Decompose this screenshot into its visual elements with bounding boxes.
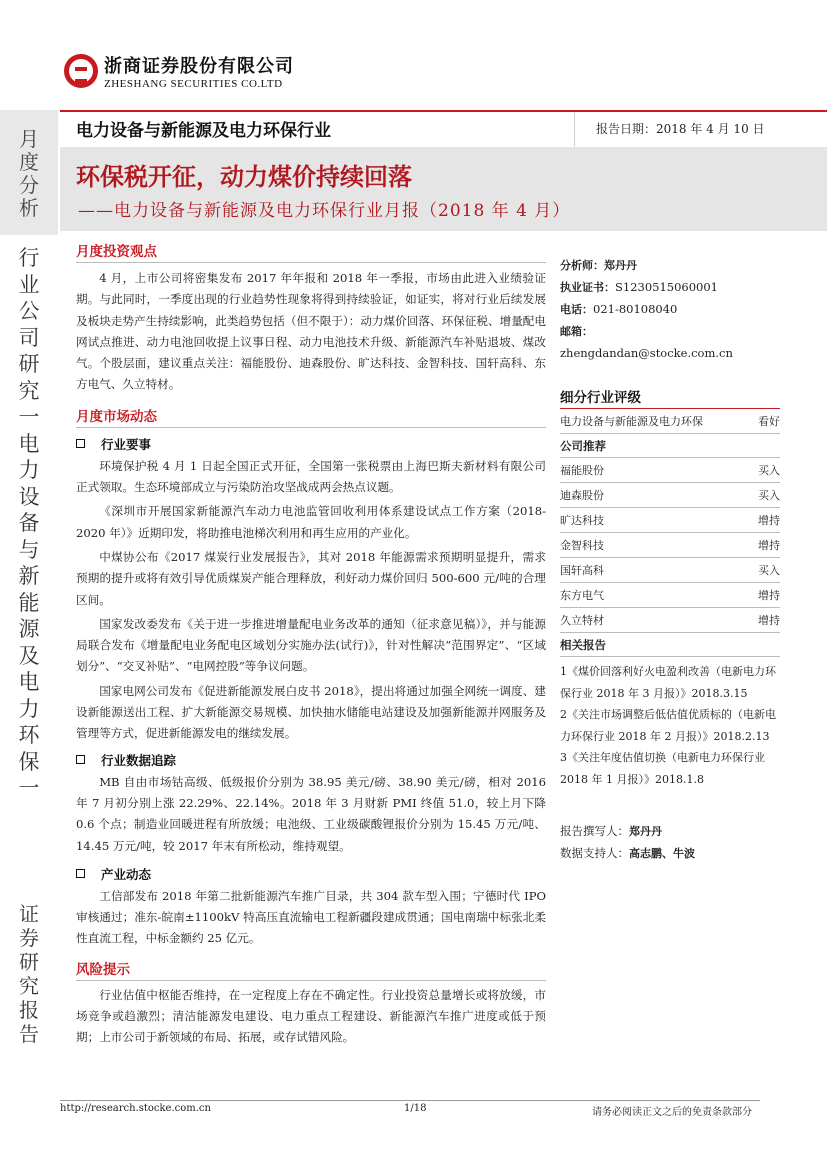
risk-heading: 风险提示 [76,958,546,981]
pick-rating: 买入 [758,564,780,577]
footer-disclaimer: 请务必阅读正文之后的免责条款部分 [592,1107,752,1118]
pick-name: 金智科技 [560,539,604,552]
analyst-name: 郑丹丹 [604,259,637,272]
related-report[interactable]: 2《关注市场调整后低估值优质标的（电新电力环保行业 2018 年 2 月报）》2018.2.13 [560,708,776,743]
data-heading-label: 行业数据追踪 [101,752,177,768]
news-heading [76,435,546,453]
email-label: 邮箱： [560,325,593,338]
news-para: 国家发改委发布《关于进一步推进增量配电业务改革的通知（征求意见稿）》，并与能源局联合发布《增量配电业务配电区域划分实施办法(试行)》，针对性解决“范围界定”、“区域划分”、“交叉补贴”、“电网控股”等争议问题。 [76,616,546,674]
related-heading: 相关报告 [560,633,780,657]
checkbox-bullet-icon [76,869,85,878]
industry-name: 电力设备与新能源及电力环保 [560,415,703,428]
phone-label: 电话： [560,303,593,316]
pick-rating: 增持 [758,539,780,552]
related-report[interactable]: 3《关注年度估值切换（电新电力环保行业 2018 年 1 月报）》2018.1.8 [560,751,765,786]
sidebar-footer-vertical: 证券研究报告 [19,902,39,1046]
support-label: 数据支持人： [560,846,629,860]
company-logo [64,52,294,90]
news-para: 《深圳市开展国家新能源汽车动力电池监管回收利用体系建设试点工作方案（2018-2020 年）》近期印发，将助推电池梯次利用和再生应用的产业化。 [76,504,546,540]
email-label-row [560,320,780,342]
cert-number: S1230515060001 [615,280,718,294]
pick-name: 迪森股份 [560,489,604,502]
main-column [76,240,546,1049]
email-row[interactable] [560,342,780,364]
phone-row [560,298,780,320]
header-divider [574,112,575,146]
market-heading: 月度市场动态 [76,405,546,428]
pick-row [560,458,780,483]
news-para: 中煤协公布《2017 煤炭行业发展报告》，其对 2018 年能源需求预期明显提升，需求预期的提升或将有效引导优质煤炭产能合理释放，利好动力煤价回归 500-600 元/吨的合理区间。 [76,549,546,607]
company-name-en: ZHESHANG SECURITIES CO.LTD [104,78,283,90]
rating-heading: 细分行业评级 [560,386,780,409]
sidebar-industry-vertical: 行业公司研究一电力设备与新能源及电力环保一 [18,246,40,800]
data-para: MB 自由市场钴高级、低级报价分别为 38.95 美元/磅、38.90 美元/磅，相对 2016 年 7 月初分别上涨 22.29%、22.14%。2018 年 3 月财新 PMI 终值 51.0，较上月下降 0.6 个点；制造业回暖进程有所放缓；电池级、工业级碳酸锂报价分别为 15.45 万元/吨、14.45 万元/吨，较 2017 年末有所松动，维持观望。 [76,774,546,853]
report-date: 报告日期：2018 年 4 月 10 日 [596,122,765,136]
page-number: 1/18 [404,1103,427,1114]
footer-divider [60,1100,760,1101]
analyst-row [560,254,780,276]
news-para: 环境保护税 4 月 1 日起全国正式开征，全国第一张税票由上海巴斯夫新材料有限公司正式领取。生态环境部成立与污染防治攻坚战成两会热点议题。 [76,458,546,495]
checkbox-bullet-icon [76,755,85,764]
cert-label: 执业证书： [560,281,615,294]
picks-heading: 公司推荐 [560,434,780,458]
related-report[interactable]: 1《煤价回落利好火电盈利改善（电新电力环保行业 2018 年 3 月报）》2018.3.15 [560,665,776,700]
zheshang-logo-icon [64,54,98,88]
pick-name: 国轩高科 [560,564,604,577]
pick-row [560,558,780,583]
support-names: 高志鹏、牛波 [629,847,695,860]
sidebar-doc-type: 月度分析 [19,127,39,220]
writer-row [560,820,780,842]
pick-row [560,508,780,533]
right-column [560,240,780,864]
view-heading: 月度投资观点 [76,240,546,263]
risk-para: 行业估值中枢能否维持，在一定程度上存在不确定性。行业投资总量增长或将放缓，市场竞争或趋激烈；清洁能源发电建设、电力重点工程建设、新能源汽车推广进度或低于预期；上市公司于新领域的布局、拓展，或存试错风险。 [76,987,546,1045]
page-subtitle: ——电力设备与新能源及电力环保行业月报（2018 年 4 月） [78,201,571,221]
pick-name: 久立特材 [560,614,604,627]
pick-name: 东方电气 [560,589,604,602]
support-row [560,842,780,864]
analyst-label: 分析师： [560,259,604,272]
writer-label: 报告撰写人： [560,824,629,838]
industry-title: 电力设备与新能源及电力环保行业 [76,121,331,141]
checkbox-bullet-icon [76,439,85,448]
footer-url[interactable]: http://research.stocke.com.cn [60,1103,211,1114]
industry-news-para: 工信部发布 2018 年第二批新能源汽车推广目录，共 304 款车型入围；宁德时代 IPO 审核通过；准东-皖南±1100kV 特高压直流输电工程新疆段建成贯通；国电南瑞中标张北柔性直流工程，中标金额约 25 亿元。 [76,888,546,946]
cert-row [560,276,780,298]
industry-news-heading-label: 产业动态 [101,866,152,882]
pick-name: 旷达科技 [560,514,604,527]
pick-rating: 买入 [758,489,780,502]
pick-rating: 增持 [758,614,780,627]
phone-number: 021-80108040 [593,302,678,316]
page-title: 环保税开征，动力煤价持续回落 [76,163,412,191]
pick-rating: 买入 [758,464,780,477]
industry-news-heading [76,865,546,883]
pick-row [560,483,780,508]
news-para: 国家电网公司发布《促进新能源发展白皮书 2018》，提出将通过加强全网统一调度、建设新能源送出工程、扩大新能源交易规模、加快抽水储能电站建设及加强新能源并网服务及管理等方式，促进新能源发电的继续发展。 [76,683,546,741]
pick-name: 福能股份 [560,464,604,477]
pick-rating: 增持 [758,514,780,527]
pick-rating: 增持 [758,589,780,602]
pick-row [560,608,780,633]
view-text: 4 月，上市公司将密集发布 2017 年年报和 2018 年一季报，市场由此进入业绩验证期。与此同时，一季度出现的行业趋势性现象将得到持续验证，如证实，将对行业后续发展及板块走势产生持续影响，此类趋势包括（但不限于）：动力煤价回落、环保征税、增量配电网试点推进、动力电池回收提上议事日程、动力电池技术升级、新能源汽车补贴退坡、煤改气。个股层面，建议重点关注：福能股份、迪森股份、旷达科技、金智科技、国轩高科、东方电气、久立特材。 [76,271,546,392]
pick-row [560,533,780,558]
news-heading-label: 行业要事 [101,436,152,452]
writer-name: 郑丹丹 [629,825,662,838]
pick-row [560,583,780,608]
industry-rating-row [560,409,780,434]
industry-rating: 看好 [758,415,780,428]
email-link[interactable]: zhengdandan@stocke.com.cn [560,346,733,360]
company-name-cn: 浙商证券股份有限公司 [104,56,294,77]
data-heading [76,751,546,769]
